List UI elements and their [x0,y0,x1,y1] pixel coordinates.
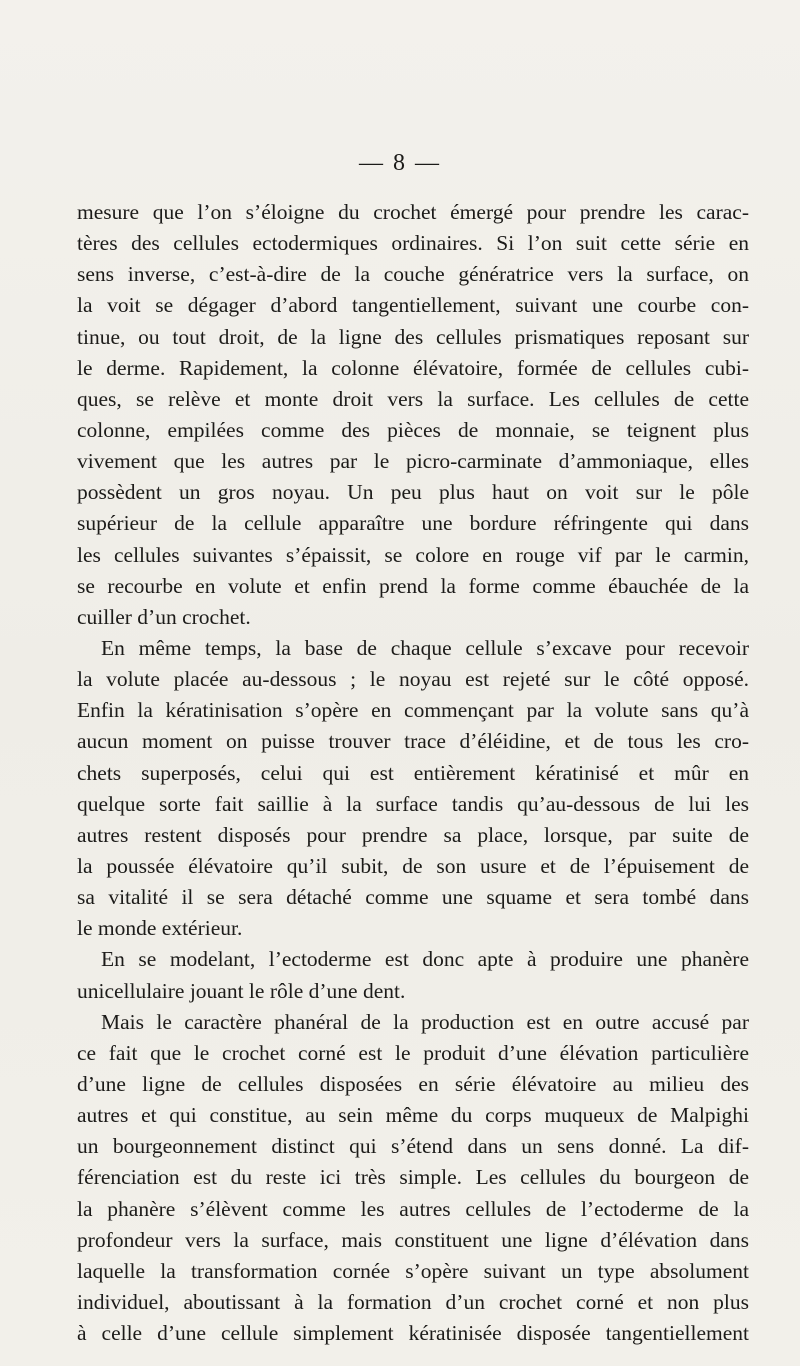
text-line: férenciation est du reste ici très simple. Les cellules du bourgeon de [77,1165,749,1190]
text-line: la voit se dégager d’abord tangentiellement, suivant une courbe con- [77,293,749,318]
paragraph-2 [77,633,749,944]
text-line: tères des cellules ectodermiques ordinaires. Si l’on suit cette série en [77,231,749,256]
text-line: tinue, ou tout droit, de la ligne des cellules prismatiques reposant sur [77,324,749,349]
text-line: sens inverse, c’est-à-dire de la couche génératrice vers la surface, on [77,262,749,287]
text-line: autres et qui constitue, au sein même du corps muqueux de Malpighi [77,1103,749,1128]
text-line: ques, se relève et monte droit vers la surface. Les cellules de cette [77,386,749,411]
text-line: laquelle la transformation cornée s’opère suivant un type absolument [77,1258,749,1283]
text-line: la poussée élévatoire qu’il subit, de son usure et de l’épuisement de [77,853,749,878]
text-line: se recourbe en volute et enfin prend la forme comme ébauchée de la [77,573,749,598]
page-number: — 8 — [359,150,441,176]
body-text [77,197,749,1349]
paragraph-4 [77,1007,749,1350]
text-line: un bourgeonnement distinct qui s’étend dans un sens donné. La dif- [77,1134,749,1159]
paragraph-1 [77,197,749,633]
text-line: ce fait que le crochet corné est le produit d’une élévation particulière [77,1040,749,1065]
text-line: chets superposés, celui qui est entièrement kératinisé et mûr en [77,760,749,785]
text-line: la phanère s’élèvent comme les autres cellules de l’ectoderme de la [77,1196,749,1221]
text-line: unicellulaire jouant le rôle d’une dent. [77,978,406,1003]
text-line: la volute placée au-dessous ; le noyau est rejeté sur le côté opposé. [77,667,749,692]
text-line: autres restent disposés pour prendre sa place, lorsque, par suite de [77,822,749,847]
text-line: mesure que l’on s’éloigne du crochet émergé pour prendre les carac- [77,200,749,224]
paragraph-3 [77,944,749,1006]
text-line: supérieur de la cellule apparaître une bordure réfringente qui dans [77,511,749,536]
text-line: à celle d’une cellule simplement kératinisée disposée tangentiellement [77,1321,749,1346]
text-line: vivement que les autres par le picro-carminate d’ammoniaque, elles [77,449,749,474]
text-line: individuel, aboutissant à la formation d’un crochet corné et non plus [77,1289,749,1314]
text-line: possèdent un gros noyau. Un peu plus haut on voit sur le pôle [77,480,749,505]
text-line: quelque sorte fait saillie à la surface tandis qu’au-dessous de lui les [77,791,749,816]
text-line: sa vitalité il se sera détaché comme une squame et sera tombé dans [77,885,749,910]
text-line: les cellules suivantes s’épaissit, se colore en rouge vif par le carmin, [77,542,749,567]
text-line: En se modelant, l’ectoderme est donc apte à produire une phanère [101,947,749,972]
text-line: d’une ligne de cellules disposées en série élévatoire au milieu des [77,1071,749,1096]
text-line: Mais le caractère phanéral de la production est en outre accusé par [101,1009,749,1034]
text-line: aucun moment on puisse trouver trace d’éléidine, et de tous les cro- [77,729,749,754]
text-line: cuiller d’un crochet. [77,604,251,629]
text-line: colonne, empilées comme des pièces de monnaie, se teignent plus [77,417,749,442]
text-line: Enfin la kératinisation s’opère en commençant par la volute sans qu’à [77,698,749,723]
text-line: profondeur vers la surface, mais constituent une ligne d’élévation dans [77,1227,749,1252]
text-line: le derme. Rapidement, la colonne élévatoire, formée de cellules cubi- [77,355,749,380]
text-line: le monde extérieur. [77,916,243,941]
text-line: En même temps, la base de chaque cellule s’excave pour recevoir [101,635,749,660]
